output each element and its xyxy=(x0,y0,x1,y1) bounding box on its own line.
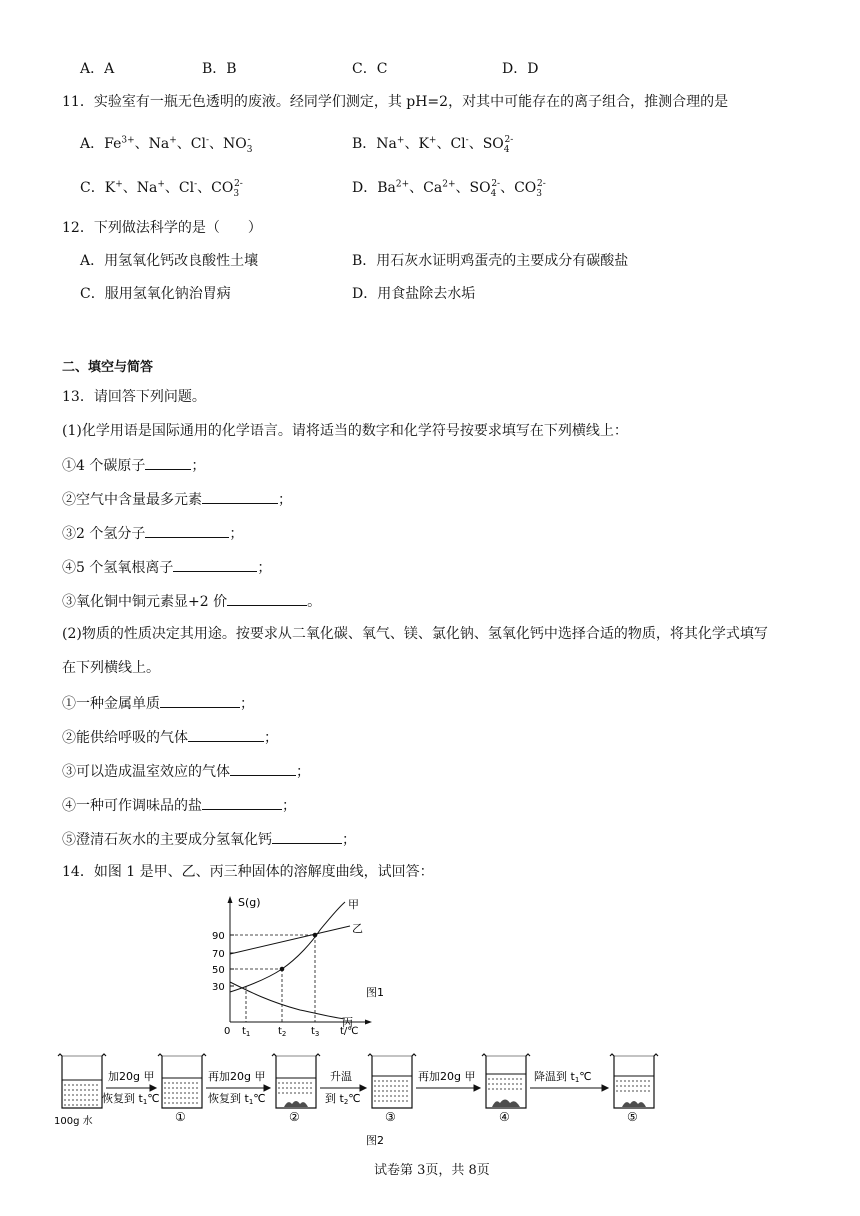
q12-option-b: B．用石灰水证明鸡蛋壳的主要成分有碳酸盐 xyxy=(352,253,629,269)
step-1-bottom: 恢复到 t1℃ xyxy=(102,1092,160,1106)
answer-blank[interactable] xyxy=(202,489,278,504)
series-label-bing: 丙 xyxy=(342,1016,353,1029)
beaker-3 xyxy=(368,1054,416,1108)
y-tick-label: 30 xyxy=(212,982,225,993)
answer-blank[interactable] xyxy=(173,557,257,572)
q13-2-item-4: ④一种可作调味品的盐 ； xyxy=(62,795,296,815)
q12-option-a: A．用氢氧化钙改良酸性土壤 xyxy=(80,253,259,269)
q11-option-c: C．K+、Na+、Cl-、$CO_3^{2-}$ xyxy=(80,179,243,199)
origin-label: 0 xyxy=(224,1026,231,1037)
beaker-2 xyxy=(272,1054,320,1108)
q12-option-d: D．用食盐除去水垢 xyxy=(352,286,476,302)
q13-2-item-1: ①一种金属单质 ； xyxy=(62,693,254,713)
q11-option-d: D．$Ba^{2+}$、$Ca^{2+}$、$SO_4^{2-}$、$CO_3^{2-}$ xyxy=(352,179,546,199)
beaker-start xyxy=(58,1054,106,1108)
q12-stem: 12．下列做法科学的是（ ） xyxy=(62,220,262,236)
point-t2 xyxy=(280,967,285,972)
q10-option-c: C．C xyxy=(352,61,388,77)
point-t3 xyxy=(313,933,318,938)
y-axis-label: S(g) xyxy=(238,896,261,909)
series-label-yi: 乙 xyxy=(352,922,363,935)
q13-1-item-5: ③氧化铜中铜元素显+2 价 。 xyxy=(62,591,321,611)
beaker-process-figure xyxy=(50,1048,690,1148)
precipitate xyxy=(622,1101,646,1107)
answer-blank[interactable] xyxy=(188,727,264,742)
beaker-label-1: ① xyxy=(175,1110,186,1124)
figure-1-caption: 图1 xyxy=(366,986,384,999)
q13-2-item-5: ⑤澄清石灰水的主要成分氢氧化钙 ； xyxy=(62,829,356,849)
q12-option-c: C．服用氢氧化钠治胃病 xyxy=(80,286,231,302)
q10-option-b: B．B xyxy=(202,61,237,77)
q13-1-item-3: ③2 个氢分子 ； xyxy=(62,523,243,543)
q11-option-b: B．Na+、K+、Cl-、$SO_4^{2-}$ xyxy=(352,135,514,155)
answer-blank[interactable] xyxy=(272,829,342,844)
answer-blank[interactable] xyxy=(160,693,240,708)
q10-option-a: A．A xyxy=(80,61,115,77)
start-beaker-label: 100g 水 xyxy=(54,1116,93,1127)
y-tick-label: 90 xyxy=(212,931,225,942)
answer-blank[interactable] xyxy=(227,591,307,606)
q13-part2-intro-line2: 在下列横线上。 xyxy=(62,660,160,676)
q10-option-d: D．D xyxy=(502,61,539,77)
step-2-top: 再加20g 甲 xyxy=(208,1070,266,1083)
q13-2-item-2: ②能供给呼吸的气体 ； xyxy=(62,727,278,747)
beaker-1 xyxy=(158,1054,206,1108)
beaker-label-3: ③ xyxy=(385,1110,396,1124)
x-axis-label: t/℃ xyxy=(340,1026,359,1037)
beaker-label-4: ④ xyxy=(499,1110,510,1124)
q11-option-a: A．$Fe^{3+}$、Na+、Cl-、$NO_3^-$ xyxy=(80,135,253,155)
answer-blank[interactable] xyxy=(145,523,229,538)
series-label-jia: 甲 xyxy=(348,898,359,911)
step-3-top: 升温 xyxy=(330,1070,352,1083)
x-axis-arrow xyxy=(365,1020,372,1025)
q13-1-item-4: ④5 个氢氧根离子 ； xyxy=(62,557,271,577)
step-1-top: 加20g 甲 xyxy=(108,1070,155,1083)
y-tick-label: 70 xyxy=(212,949,225,960)
solubility-curve-figure xyxy=(200,892,400,1037)
step-5-top: 降温到 t1℃ xyxy=(534,1070,592,1084)
x-tick-t3: $t_3$ xyxy=(311,1026,320,1037)
q13-part1-intro: (1)化学用语是国际通用的化学语言。请将适当的数字和化学符号按要求填写在下列横线上： xyxy=(62,423,628,439)
x-tick-t1: $t_1$ xyxy=(242,1026,251,1037)
step-3-bottom: 到 t2℃ xyxy=(325,1092,361,1106)
precipitate xyxy=(492,1100,520,1108)
beaker-label-5: ⑤ xyxy=(627,1110,638,1124)
q13-stem: 13．请回答下列问题。 xyxy=(62,389,206,405)
q13-2-item-3: ③可以造成温室效应的气体 ； xyxy=(62,761,310,781)
answer-blank[interactable] xyxy=(230,761,296,776)
beaker-label-2: ② xyxy=(289,1110,300,1124)
q14-stem: 14．如图 1 是甲、乙、丙三种固体的溶解度曲线，试回答： xyxy=(62,864,434,880)
x-tick-t2: $t_2$ xyxy=(278,1026,287,1037)
answer-blank[interactable] xyxy=(145,455,191,470)
curve-yi xyxy=(230,926,350,954)
q11-stem: 11．实验室有一瓶无色透明的废液。经同学们测定，其 pH=2，对其中可能存在的离子组合，推测合理的是 xyxy=(62,94,729,110)
figure-2-caption: 图2 xyxy=(366,1134,384,1147)
q13-part2-intro-line1: (2)物质的性质决定其用途。按要求从二氧化碳、氧气、镁、氯化钠、氢氧化钙中选择合适的物质，将其化学式填写 xyxy=(62,626,768,642)
beaker-4 xyxy=(482,1054,530,1108)
step-2-bottom: 恢复到 t1℃ xyxy=(208,1092,266,1106)
q13-1-item-2: ②空气中含量最多元素 ； xyxy=(62,489,292,509)
beaker-5 xyxy=(610,1054,658,1108)
precipitate xyxy=(284,1101,308,1107)
y-axis-arrow xyxy=(228,896,233,903)
step-4-top: 再加20g 甲 xyxy=(418,1070,476,1083)
page-footer: 试卷第 3页，共 8页 xyxy=(374,1163,490,1178)
answer-blank[interactable] xyxy=(202,795,282,810)
q13-1-item-1: ①4 个碳原子 ； xyxy=(62,455,205,475)
curve-jia xyxy=(230,902,345,992)
y-tick-label: 50 xyxy=(212,965,225,976)
section-heading: 二、填空与简答 xyxy=(62,360,154,375)
curve-bing xyxy=(230,982,345,1019)
